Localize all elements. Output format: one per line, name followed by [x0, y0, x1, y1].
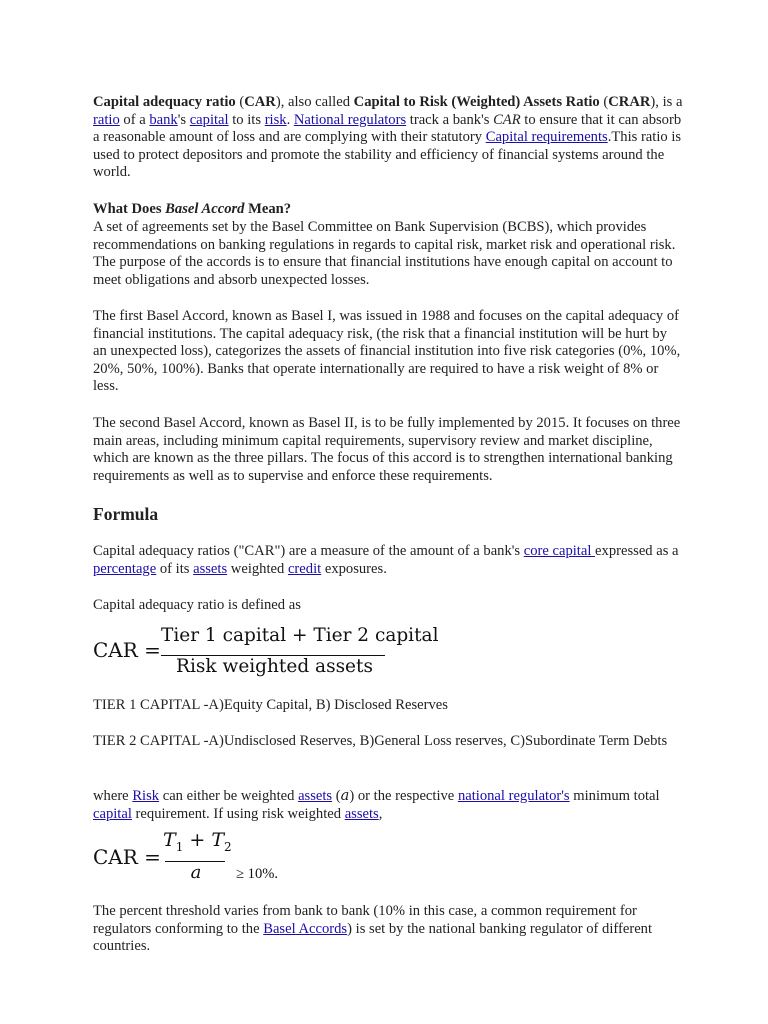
term-car-abbr: CAR — [244, 94, 276, 110]
basel-two-paragraph: The second Basel Accord, known as Basel II, is to be fully implemented by 2015. It focuses on three main areas, including minimum capital requirements, supervisory review and market discipline, which are known as the three pillars. The focus of this accord is to strengthen international banking requirements as well as to supervise and enforce these requirements. — [93, 415, 681, 484]
text: ( — [235, 94, 245, 110]
link-percentage[interactable]: percentage — [93, 560, 157, 577]
basel-heading — [93, 201, 683, 219]
formula-lhs: CAR = — [93, 638, 161, 662]
tier1-paragraph: TIER 1 CAPITAL -A)Equity Capital, B) Disclosed Reserves — [93, 697, 448, 713]
link-capital[interactable]: capital — [189, 111, 229, 128]
link-core-capital[interactable]: core capital — [523, 543, 596, 559]
text: of a — [119, 111, 150, 128]
text: Mean? — [244, 201, 292, 217]
text: ( — [599, 94, 609, 110]
variable-a: a — [340, 787, 350, 804]
text: where — [93, 788, 133, 804]
car-measure-paragraph — [93, 543, 683, 578]
car-threshold-formula — [93, 829, 313, 888]
link-credit[interactable]: credit — [287, 560, 322, 577]
text: expressed as a — [595, 543, 679, 559]
term-car: Capital adequacy ratio — [93, 94, 236, 110]
text: to its — [228, 111, 265, 128]
link-bank[interactable]: bank — [149, 111, 178, 128]
text: of its — [156, 560, 194, 577]
text: ) is set by the national banking regulator of different countries. — [93, 920, 653, 955]
text: 2 — [224, 839, 232, 854]
formula2-denominator: a — [190, 862, 202, 883]
text: weighted — [227, 560, 288, 577]
link-basel-accords[interactable]: Basel Accords — [263, 920, 348, 937]
text: + — [183, 829, 212, 851]
formula2-lhs: CAR = — [93, 845, 161, 869]
text: 's — [177, 111, 190, 128]
link-national-regulators[interactable]: National regulators — [293, 111, 407, 128]
text: , — [378, 805, 383, 822]
car-intro-paragraph — [93, 94, 683, 182]
text: T — [163, 829, 176, 851]
term-crar-abbr: CRAR — [608, 94, 651, 110]
link-capital-2[interactable]: capital — [93, 805, 132, 822]
term-crar: Capital to Risk (Weighted) Assets Ratio — [353, 94, 600, 110]
basel-one-paragraph: The first Basel Accord, known as Basel I, was issued in 1988 and focuses on the capital adequacy of financial institutions. The capital adequacy risk, (the risk that a financial institution will be hurt by an unexpected loss), categorizes the assets of financial institution into five risk categories (0%, 10%, 20%, 50%, 100%). Banks that operate internationally are required to have a risk weight of 8% or less. — [93, 308, 681, 395]
text: requirement. If using risk weighted — [131, 805, 345, 822]
text: Basel Accord — [165, 201, 245, 217]
tier2-paragraph: TIER 2 CAPITAL -A)Undisclosed Reserves, B)General Loss reserves, C)Subordinate Term Debts — [93, 733, 668, 749]
link-risk[interactable]: risk — [264, 111, 287, 128]
text: .This ratio is used to protect depositors and promote the stability and efficiency of financial systems around the world. — [93, 129, 682, 181]
text: ) or the respective — [349, 788, 458, 804]
text: track a bank's — [406, 111, 494, 128]
threshold-paragraph — [93, 903, 683, 956]
formula-denominator: Risk weighted assets — [176, 656, 373, 677]
formula-numerator: Tier 1 capital + Tier 2 capital — [161, 625, 439, 646]
formula-heading: Formula — [93, 504, 159, 524]
risk-weighted-paragraph — [93, 787, 683, 823]
text: exposures. — [321, 560, 387, 577]
text: . — [286, 111, 294, 128]
link-risk-2[interactable]: Risk — [132, 788, 160, 804]
text: can either be weighted — [159, 788, 299, 804]
term-car-italic: CAR — [493, 111, 521, 128]
car-defined-paragraph: Capital adequacy ratio is defined as — [93, 597, 301, 613]
text: 1 — [175, 839, 184, 854]
link-ratio[interactable]: ratio — [93, 111, 120, 128]
formula2-numerator — [163, 829, 232, 856]
formula2-suffix: ≥ 10%. — [236, 866, 279, 882]
link-assets-3[interactable]: assets — [344, 805, 379, 822]
link-capital-requirements[interactable]: Capital requirements — [485, 129, 608, 146]
car-formula — [93, 624, 439, 684]
text: The percent threshold varies from bank to bank (10% in this case, a common requirement for regulators conforming to the — [93, 903, 637, 937]
text: to ensure that it can absorb a reasonable amount of loss and are complying with their statutory — [93, 111, 682, 146]
link-assets-2[interactable]: assets — [298, 788, 333, 804]
text: ( — [332, 788, 341, 804]
text: What Does — [93, 201, 166, 217]
link-national-regulator[interactable]: national regulator's — [457, 788, 570, 804]
text: minimum total — [569, 788, 660, 804]
basel-definition-paragraph: A set of agreements set by the Basel Committee on Bank Supervision (BCBS), which provides recommendations on banking regulations in regards to capital risk, market risk and operational risk. The purpose of the accords is to ensure that financial institutions have enough capital on account to meet obligations and absorb unexpected losses. — [93, 219, 676, 288]
text: ), is a — [650, 94, 683, 110]
text: ), also called — [275, 94, 354, 110]
text: Capital adequacy ratios ("CAR") are a measure of the amount of a bank's — [93, 543, 524, 559]
link-assets[interactable]: assets — [193, 560, 228, 577]
text: T — [211, 829, 225, 851]
